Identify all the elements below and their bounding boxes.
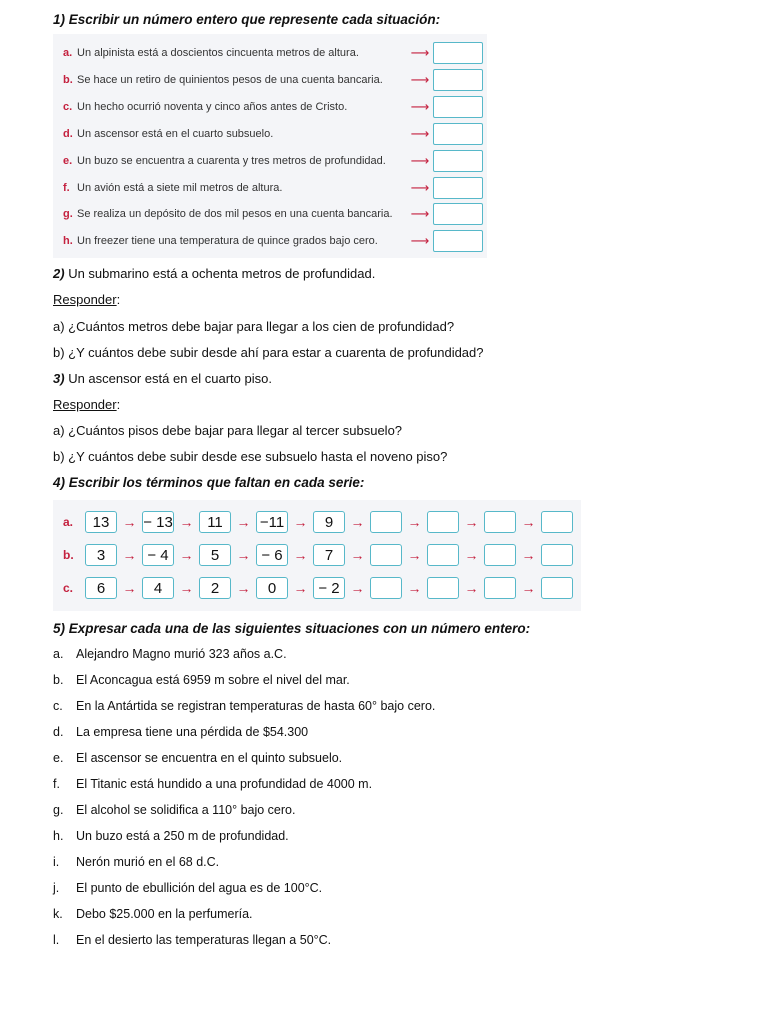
ex1-text: Un alpinista está a doscientos cincuenta metros de altura. — [77, 47, 359, 59]
arrow-right-icon: → — [179, 547, 194, 563]
ex1-text: Un freezer tiene una temperatura de quince grados bajo cero. — [77, 235, 378, 247]
list-letter: a. — [53, 647, 64, 661]
arrow-right-icon: ⟶ — [410, 72, 430, 87]
arrow-right-icon: → — [236, 514, 251, 530]
ex1-letter: g. — [63, 208, 73, 220]
list-letter: d. — [53, 725, 64, 739]
arrow-right-icon: → — [350, 547, 365, 563]
exercise-number: 3) — [53, 371, 65, 386]
arrow-right-icon: → — [293, 547, 308, 563]
answer-box[interactable] — [484, 577, 516, 599]
list-text: La empresa tiene una pérdida de $54.300 — [76, 725, 309, 739]
arrow-right-icon: → — [236, 580, 251, 596]
list-item — [53, 907, 253, 921]
ex1-row — [63, 228, 487, 254]
exercise-3-statement — [53, 371, 272, 386]
series-term: − 2 — [313, 577, 345, 599]
answer-box[interactable] — [427, 511, 459, 533]
exercise-2-statement — [53, 266, 375, 281]
arrow-right-icon: ⟶ — [410, 126, 430, 141]
ex1-row — [63, 175, 487, 201]
answer-box[interactable] — [433, 230, 483, 252]
list-letter: l. — [53, 933, 60, 947]
ex1-letter: a. — [63, 47, 73, 59]
arrow-right-icon: → — [179, 580, 194, 596]
arrow-right-icon: → — [122, 547, 137, 563]
statement-text: Un submarino está a ochenta metros de profundidad. — [68, 266, 376, 281]
arrow-right-icon: → — [122, 580, 137, 596]
ex1-row — [63, 40, 487, 66]
list-text: Un buzo está a 250 m de profundidad. — [76, 829, 289, 843]
ex1-row — [63, 121, 487, 147]
answer-box[interactable] — [427, 544, 459, 566]
list-text: El punto de ebullición del agua es de 100°C. — [76, 881, 323, 895]
list-item — [53, 699, 435, 713]
arrow-right-icon: → — [407, 547, 422, 563]
list-letter: c. — [53, 699, 63, 713]
answer-box[interactable] — [433, 96, 483, 118]
series-term: 5 — [199, 544, 231, 566]
exercise-number: 2) — [53, 266, 65, 281]
list-item — [53, 881, 322, 895]
arrow-right-icon: ⟶ — [410, 233, 430, 248]
exercise-4-title: 4) Escribir los términos que faltan en cada serie: — [53, 475, 365, 490]
list-text: Debo $25.000 en la perfumería. — [76, 907, 253, 921]
arrow-right-icon: → — [236, 547, 251, 563]
list-letter: e. — [53, 751, 64, 765]
arrow-right-icon: ⟶ — [410, 153, 430, 168]
arrow-right-icon: ⟶ — [410, 180, 430, 195]
ex1-letter: f. — [63, 182, 70, 194]
arrow-right-icon: → — [122, 514, 137, 530]
arrow-right-icon: → — [464, 580, 479, 596]
arrow-right-icon: → — [350, 580, 365, 596]
series-term: 2 — [199, 577, 231, 599]
series-letter: c. — [63, 581, 74, 595]
list-text: El Titanic está hundido a una profundidad de 4000 m. — [76, 777, 373, 791]
ex1-letter: c. — [63, 101, 73, 113]
answer-box[interactable] — [484, 544, 516, 566]
series-term: 3 — [85, 544, 117, 566]
list-item — [53, 933, 331, 947]
answer-box[interactable] — [433, 123, 483, 145]
respond-colon: : — [116, 397, 121, 412]
question-b: b) ¿Y cuántos debe subir desde ese subsuelo hasta el noveno piso? — [53, 449, 448, 464]
arrow-right-icon: → — [293, 514, 308, 530]
arrow-right-icon: → — [464, 547, 479, 563]
ex1-text: Un avión está a siete mil metros de altura. — [77, 182, 283, 194]
answer-box[interactable] — [370, 577, 402, 599]
list-text: El Aconcagua está 6959 m sobre el nivel del mar. — [76, 673, 350, 687]
respond-label — [53, 397, 120, 412]
answer-box[interactable] — [541, 577, 573, 599]
list-letter: g. — [53, 803, 64, 817]
arrow-right-icon: → — [464, 514, 479, 530]
series-row — [63, 507, 573, 537]
arrow-right-icon: ⟶ — [410, 206, 430, 221]
answer-box[interactable] — [484, 511, 516, 533]
ex1-text: Un buzo se encuentra a cuarenta y tres metros de profundidad. — [77, 155, 386, 167]
respond-colon: : — [116, 292, 121, 307]
answer-box[interactable] — [433, 150, 483, 172]
arrow-right-icon: → — [350, 514, 365, 530]
list-letter: j. — [53, 881, 60, 895]
list-item — [53, 855, 219, 869]
ex1-letter: h. — [63, 235, 73, 247]
ex1-letter: b. — [63, 74, 73, 86]
answer-box[interactable] — [541, 511, 573, 533]
arrow-right-icon: ⟶ — [410, 45, 430, 60]
list-text: El ascensor se encuentra en el quinto subsuelo. — [76, 751, 343, 765]
answer-box[interactable] — [370, 544, 402, 566]
list-text: En la Antártida se registran temperaturas de hasta 60° bajo cero. — [76, 699, 436, 713]
series-term: 4 — [142, 577, 174, 599]
answer-box[interactable] — [433, 203, 483, 225]
ex1-text: Se realiza un depósito de dos mil pesos en una cuenta bancaria. — [77, 208, 393, 220]
series-term: − 4 — [142, 544, 174, 566]
ex1-letter: e. — [63, 155, 73, 167]
exercise-4-panel — [53, 500, 581, 611]
respond-text: Responder — [53, 397, 117, 412]
arrow-right-icon: → — [293, 580, 308, 596]
ex1-row — [63, 67, 487, 93]
list-letter: k. — [53, 907, 63, 921]
list-item — [53, 777, 372, 791]
arrow-right-icon: → — [521, 547, 536, 563]
series-term: 9 — [313, 511, 345, 533]
list-text: Alejandro Magno murió 323 años a.C. — [76, 647, 287, 661]
series-letter: b. — [63, 548, 74, 562]
series-letter: a. — [63, 515, 74, 529]
series-term: − 13 — [142, 511, 174, 533]
exercise-1-title: 1) Escribir un número entero que represente cada situación: — [53, 12, 441, 27]
list-item — [53, 673, 350, 687]
series-term: −11 — [256, 511, 288, 533]
respond-text: Responder — [53, 292, 117, 307]
series-term: 7 — [313, 544, 345, 566]
ex1-row — [63, 201, 487, 227]
series-term: 0 — [256, 577, 288, 599]
series-term: 13 — [85, 511, 117, 533]
arrow-right-icon: ⟶ — [410, 99, 430, 114]
arrow-right-icon: → — [407, 580, 422, 596]
arrow-right-icon: → — [521, 514, 536, 530]
ex1-row — [63, 94, 487, 120]
arrow-right-icon: → — [179, 514, 194, 530]
answer-box[interactable] — [433, 69, 483, 91]
arrow-right-icon: → — [521, 580, 536, 596]
list-item — [53, 725, 308, 739]
question-b: b) ¿Y cuántos debe subir desde ahí para estar a cuarenta de profundidad? — [53, 345, 484, 360]
list-letter: b. — [53, 673, 64, 687]
list-item — [53, 751, 342, 765]
arrow-right-icon: → — [407, 514, 422, 530]
answer-box[interactable] — [433, 177, 483, 199]
list-text: Nerón murió en el 68 d.C. — [76, 855, 220, 869]
question-a: a) ¿Cuántos metros debe bajar para llegar a los cien de profundidad? — [53, 319, 455, 334]
list-letter: i. — [53, 855, 60, 869]
question-a: a) ¿Cuántos pisos debe bajar para llegar al tercer subsuelo? — [53, 423, 403, 438]
list-letter: h. — [53, 829, 64, 843]
ex1-letter: d. — [63, 128, 73, 140]
statement-text: Un ascensor está en el cuarto piso. — [68, 371, 272, 386]
list-item — [53, 829, 289, 843]
answer-box[interactable] — [433, 42, 483, 64]
list-item — [53, 647, 287, 661]
list-letter: f. — [53, 777, 60, 791]
respond-label — [53, 292, 120, 307]
answer-box[interactable] — [370, 511, 402, 533]
ex1-text: Se hace un retiro de quinientos pesos de una cuenta bancaria. — [77, 74, 383, 86]
ex1-row — [63, 148, 487, 174]
exercise-5-title: 5) Expresar cada una de las siguientes situaciones con un número entero: — [53, 621, 531, 636]
series-row — [63, 540, 573, 570]
list-text: El alcohol se solidifica a 110° bajo cero. — [76, 803, 296, 817]
series-term: 6 — [85, 577, 117, 599]
list-item — [53, 803, 295, 817]
series-term: − 6 — [256, 544, 288, 566]
ex1-text: Un ascensor está en el cuarto subsuelo. — [77, 128, 274, 140]
ex1-text: Un hecho ocurrió noventa y cinco años antes de Cristo. — [77, 101, 348, 113]
series-term: 11 — [199, 511, 231, 533]
list-text: En el desierto las temperaturas llegan a 50°C. — [76, 933, 332, 947]
answer-box[interactable] — [541, 544, 573, 566]
answer-box[interactable] — [427, 577, 459, 599]
exercise-1-panel — [53, 34, 487, 258]
series-row — [63, 573, 573, 603]
